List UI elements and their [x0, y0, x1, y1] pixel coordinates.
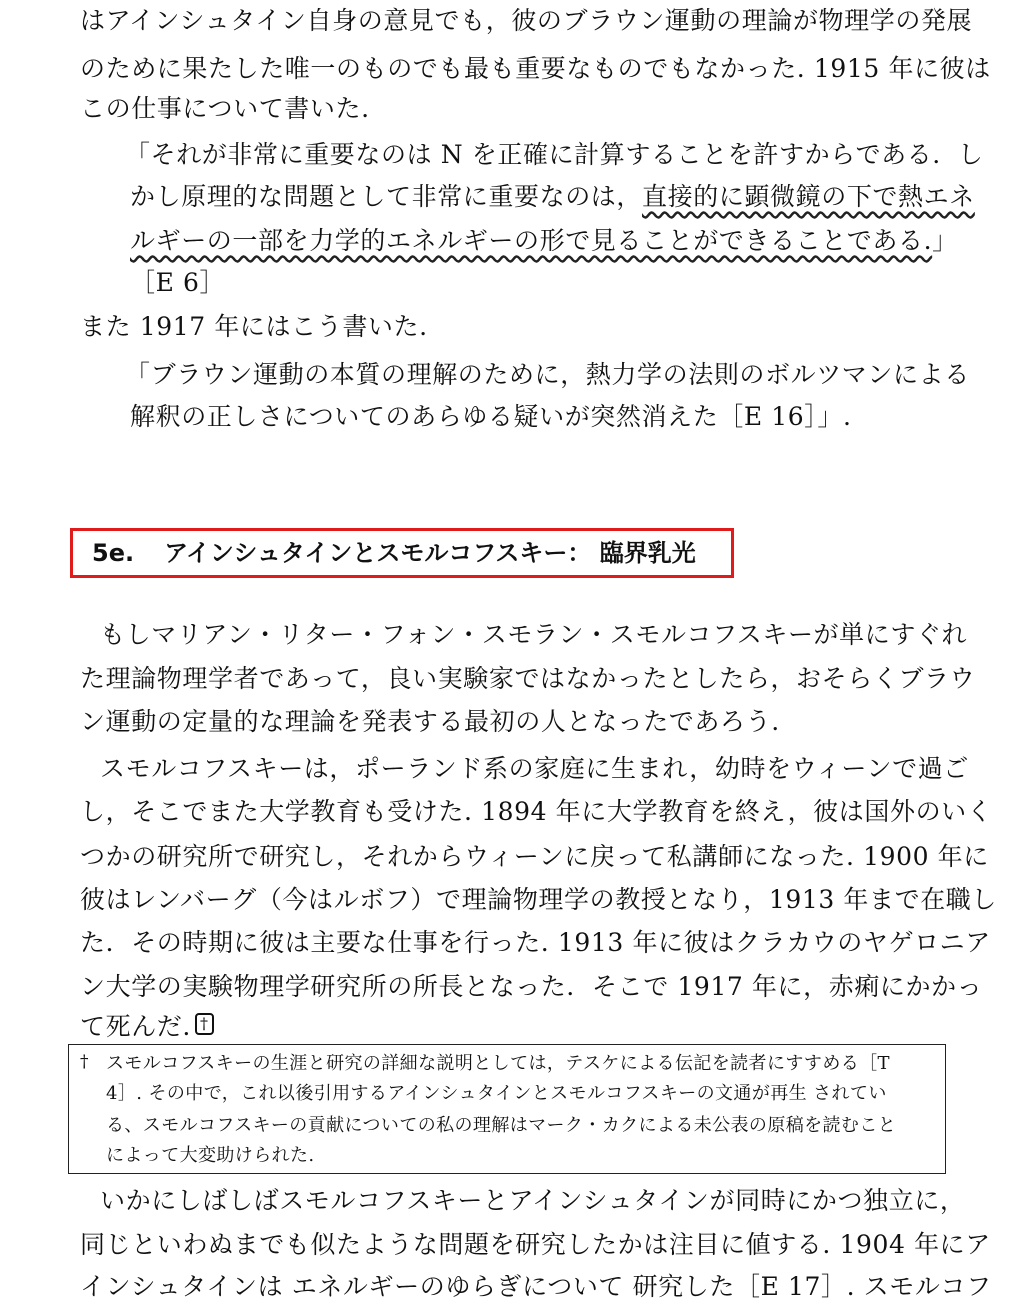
- text-fragment: て死んだ.: [80, 1012, 191, 1041]
- text-line: 彼はレンバーグ（今はルボフ）で理論物理学の教授となり，1913 年まで在職し: [80, 885, 997, 914]
- section-number: 5e.: [92, 539, 135, 567]
- underlined-quote-text: ルギーの一部を力学的エネルギーの形で見ることができることである.: [130, 226, 933, 255]
- text-line: インシュタインは エネルギーのゆらぎについて 研究した［E 17］. スモルコフ: [80, 1272, 992, 1301]
- quote-text: かし原理的な問題として非常に重要なのは，: [130, 182, 643, 211]
- quote-line: 「ブラウン運動の本質の理解のために，熱力学の法則のボルツマンによる: [125, 360, 970, 389]
- quote-line: [130, 224, 958, 258]
- text-line: この仕事について書いた.: [80, 94, 370, 123]
- text-line: [80, 1010, 214, 1044]
- footnote-dagger: †: [80, 1052, 89, 1072]
- text-line: し，そこでまた大学教育も受けた. 1894 年に大学教育を終え，彼は国外のいく: [80, 797, 993, 826]
- text-line: はアインシュタイン自身の意見でも，彼のブラウン運動の理論が物理学の発展: [80, 6, 973, 35]
- footnote-marker[interactable]: †: [195, 1013, 214, 1035]
- text-line: た理論物理学者であって，良い実験家ではなかったとしたら，おそらくブラウ: [80, 664, 976, 693]
- text-line: ン大学の実験物理学研究所の所長となった．そこで 1917 年に，赤痢にかかっ: [80, 972, 983, 1001]
- footnote-line: る、スモルコフスキーの貢献についての私の理解はマーク・カクによる未公表の原稿を読むこと: [106, 1115, 897, 1136]
- section-heading: [92, 536, 696, 570]
- text-line: いかにしばしばスモルコフスキーとアインシュタインが同時にかつ独立に，: [100, 1186, 966, 1215]
- section-title: アインシュタインとスモルコフスキー： 臨界乳光: [164, 539, 696, 567]
- text-line: もしマリアン・リター・フォン・スモラン・スモルコフスキーが単にすぐれ: [100, 620, 968, 649]
- text-line: スモルコフスキーは，ポーランド系の家庭に生まれ，幼時をウィーンで過ご: [100, 754, 969, 783]
- quote-line: [130, 180, 975, 214]
- footnote-line: によって大変助けられた.: [106, 1145, 315, 1166]
- quote-line: 「それが非常に重要なのは N を正確に計算することを許すからである．し: [125, 140, 984, 169]
- underlined-quote-text: 直接的に顕微鏡の下で熱エネ: [642, 182, 975, 211]
- text-line: 同じといわぬまでも似たような問題を研究したかは注目に値する. 1904 年にア: [80, 1230, 991, 1259]
- footnote-line: 4］. その中で，これ以後引用するアインシュタインとスモルコフスキーの文通が再生 されてい: [106, 1083, 887, 1104]
- footnote-line: スモルコフスキーの生涯と研究の詳細な説明としては，テスケによる伝記を読者にすすめる［T: [106, 1053, 890, 1074]
- text-line: た．その時期に彼は主要な仕事を行った. 1913 年に彼はクラカウのヤゲロニア: [80, 928, 991, 957]
- text-line: ン運動の定量的な理論を発表する最初の人となったであろう.: [80, 707, 780, 736]
- quote-line: 解釈の正しさについてのあらゆる疑いが突然消えた［E 16］」.: [130, 402, 852, 431]
- text-line: のために果たした唯一のものでも最も重要なものでもなかった. 1915 年に彼は: [80, 54, 991, 83]
- quote-close: 」: [932, 226, 958, 255]
- reference: ［E 6］: [130, 268, 226, 297]
- text-line: また 1917 年にはこう書いた.: [80, 312, 428, 341]
- text-line: つかの研究所で研究し，それからウィーンに戻って私講師になった. 1900 年に: [80, 842, 989, 871]
